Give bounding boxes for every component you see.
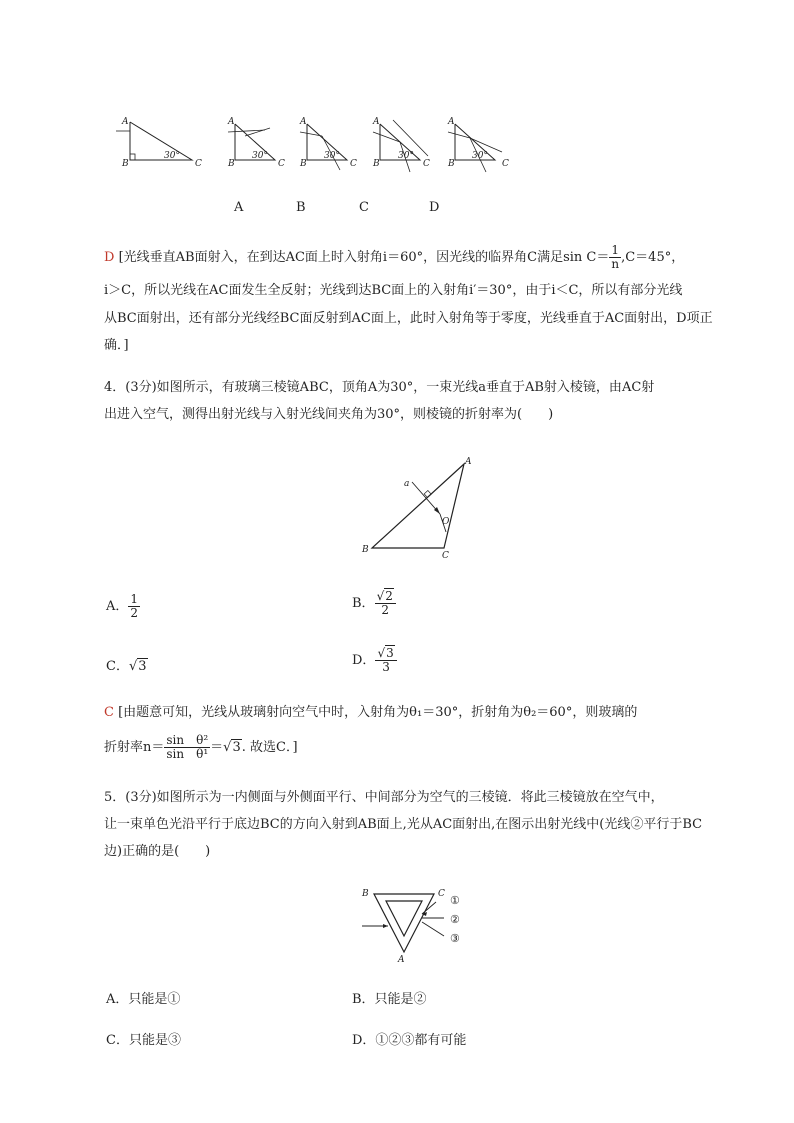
svg-text:①: ①: [450, 894, 460, 907]
svg-text:B: B: [362, 889, 369, 899]
svg-text:③: ③: [450, 932, 460, 945]
q4-stem-line2: 出进入空气，测得出射光线与入射光线间夹角为30°，则棱镜的折射率为( ): [104, 407, 554, 422]
svg-text:30°: 30°: [472, 151, 488, 161]
q3-answer-line1: D [光线垂直AB面射入，在到达AC面上时入射角i＝60°，因光线的临界角C满足sin C＝ $\frac{1}{n}$ ,C＝45°，: [104, 243, 685, 271]
option-label-d: D: [429, 200, 440, 215]
q4-answer-line2: 折射率n＝ $\frac{\text{sin θ²}}{\text{sin θ¹}}$ ＝√3. 故选C．]: [104, 733, 298, 761]
svg-text:A: A: [300, 117, 307, 127]
label-C: C: [195, 159, 202, 169]
svg-text:C: C: [423, 159, 430, 169]
svg-text:C: C: [350, 159, 357, 169]
triangle-option-d: [447, 117, 509, 172]
q3-options-figure: [110, 112, 530, 174]
option-label-b: B: [296, 200, 306, 215]
q4-stem-line1: 4．(3分)如图所示，有玻璃三棱镜ABC，顶角A为30°，一束光线a垂直于AB射入棱镜，由AC射: [104, 380, 655, 395]
svg-text:B: B: [228, 159, 235, 169]
triangle-original: [116, 117, 202, 169]
svg-text:C: C: [438, 889, 445, 899]
svg-text:30°: 30°: [398, 151, 414, 161]
triangle-option-b: [299, 117, 357, 170]
q4-prism-figure: [352, 452, 482, 564]
svg-text:30°: 30°: [324, 151, 340, 161]
svg-text:B: B: [300, 159, 307, 169]
answer-letter: C: [104, 705, 114, 720]
q5-option-a[interactable]: A．只能是①: [106, 992, 181, 1007]
triangle-option-a: [227, 117, 285, 169]
label-angle: 30°: [164, 151, 180, 161]
q4-option-a[interactable]: A． $\frac{1}{2}$: [106, 592, 139, 620]
svg-text:30°: 30°: [252, 151, 268, 161]
q3-answer-line3: 从BC面射出，还有部分光线经BC面反射到AC面上，此时入射角等于零度，光线垂直于AC面射出，D项正: [104, 311, 713, 326]
svg-text:A: A: [465, 457, 472, 467]
q3-answer-line4: 确．]: [104, 338, 129, 353]
q4-option-d[interactable]: D． $\frac{√3}{3}$: [352, 647, 397, 674]
q5-stem-line2: 让一束单色光沿平行于底边BC的方向入射到AB面上,光从AC面射出,在图示出射光线中(光线②平行于BC: [104, 817, 703, 832]
svg-text:A: A: [373, 117, 380, 127]
q4-answer-line1: C [由题意可知，光线从玻璃射向空气中时，入射角为θ₁＝30°，折射角为θ₂＝60°，则玻璃的: [104, 705, 638, 720]
q4-option-b[interactable]: B． $\frac{√2}{2}$: [352, 590, 396, 617]
svg-text:A: A: [228, 117, 235, 127]
svg-text:O: O: [442, 517, 450, 527]
q5-stem-line1: 5．(3分)如图所示为一内侧面与外侧面平行、中间部分为空气的三棱镜．将此三棱镜放在空气中，: [104, 790, 664, 805]
svg-text:②: ②: [450, 913, 460, 926]
q3-answer-line2: i＞C，所以光线在AC面发生全反射；光线到达BC面上的入射角i′＝30°，由于i＜C，所以有部分光线: [104, 283, 683, 298]
label-B: B: [122, 159, 129, 169]
svg-text:C: C: [502, 159, 509, 169]
q5-prism-figure: [358, 888, 470, 964]
q4-option-c[interactable]: C．√3: [106, 659, 147, 674]
svg-text:a: a: [404, 479, 410, 489]
triangle-option-c: [372, 117, 430, 172]
option-label-a: A: [234, 200, 244, 215]
svg-text:B: B: [373, 159, 380, 169]
svg-text:C: C: [278, 159, 285, 169]
label-A: A: [122, 117, 129, 127]
svg-text:A: A: [448, 117, 455, 127]
svg-text:B: B: [362, 545, 369, 555]
q5-option-d[interactable]: D．①②③都有可能: [352, 1033, 467, 1048]
q5-stem-line3: 边)正确的是( ): [104, 844, 211, 859]
svg-text:C: C: [442, 551, 449, 561]
svg-text:A: A: [398, 955, 405, 964]
option-label-c: C: [359, 200, 369, 215]
q5-option-b[interactable]: B．只能是②: [352, 992, 427, 1007]
q5-option-c[interactable]: C．只能是③: [106, 1033, 181, 1048]
svg-text:B: B: [448, 159, 455, 169]
answer-letter: D: [104, 250, 115, 265]
